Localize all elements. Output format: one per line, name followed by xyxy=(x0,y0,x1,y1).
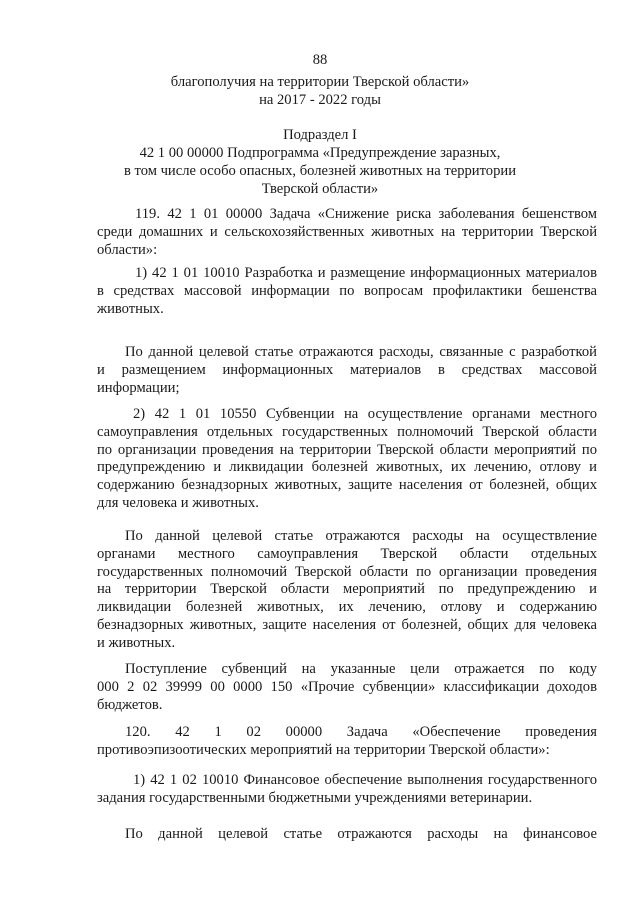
paragraph xyxy=(97,661,597,714)
header-line-1: благополучия на территории Тверской области» xyxy=(170,74,470,90)
paragraph-line: 1) 42 1 02 10010 Финансовое обеспечение выполнения государственного xyxy=(133,772,597,788)
paragraph-line: безнадзорных животных, защите населения от болезней, общих для человека xyxy=(97,616,597,633)
header-line-2: на 2017 - 2022 годы xyxy=(259,92,381,108)
paragraph-line: животных. xyxy=(97,300,164,317)
paragraph-line: бюджетов. xyxy=(97,696,163,713)
subsection-line-1: 42 1 00 00000 Подпрограмма «Предупреждение заразных, xyxy=(139,145,501,161)
paragraph-line: По данной целевой статье отражаются расходы на финансовое xyxy=(125,826,597,842)
paragraph xyxy=(97,406,597,513)
paragraph-line: органами местного самоуправления Тверской области отдельных xyxy=(97,545,597,562)
paragraph-line: в средствах массовой информации по вопросам профилактики бешенства xyxy=(97,282,597,299)
paragraph-line: области»: xyxy=(97,241,158,258)
subsection-line-2: в том числе особо опасных, болезней животных на территории xyxy=(123,163,517,179)
paragraph-line: на территории Тверской области мероприятий по предупреждению и xyxy=(97,581,597,598)
paragraph-line: 000 2 02 39999 00 0000 150 «Прочие субвенции» классификации доходов xyxy=(97,678,597,695)
paragraph-line: по организации проведения на территории Тверской области мероприятий по xyxy=(97,441,597,458)
paragraph xyxy=(97,528,597,653)
paragraph-line: государственных полномочий Тверской области по организации проведения xyxy=(97,563,597,580)
paragraph-line: 119. 42 1 01 00000 Задача «Снижение риска заболевания бешенством xyxy=(135,206,597,222)
page-number: 88 xyxy=(312,52,328,68)
paragraph xyxy=(97,724,597,760)
paragraph-line: среди домашних и сельскохозяйственных животных на территории Тверской xyxy=(97,223,597,240)
paragraph xyxy=(97,344,597,397)
paragraph-line: предупреждению и ликвидации болезней животных, их лечению, отлову и xyxy=(97,459,597,476)
paragraph xyxy=(97,772,597,808)
paragraph-line: По данной целевой статье отражаются расходы на осуществление xyxy=(125,528,597,544)
subsection-line-3: Тверской области» xyxy=(261,181,379,197)
paragraph-line: и животных. xyxy=(97,634,176,651)
paragraph xyxy=(97,826,597,844)
paragraph xyxy=(97,265,597,318)
subsection-title: Подраздел I xyxy=(283,127,357,143)
paragraph-line: 1) 42 1 01 10010 Разработка и размещение информационных материалов xyxy=(135,265,597,281)
paragraph-line: 2) 42 1 01 10550 Субвенции на осуществление органами местного xyxy=(133,406,597,422)
paragraph-line: Поступление субвенций на указанные цели отражается по коду xyxy=(125,661,597,677)
paragraph xyxy=(97,206,597,259)
paragraph-line: самоуправления отдельных государственных полномочий Тверской области xyxy=(97,423,597,440)
paragraph-line: ликвидации болезней животных, их лечению, отлову и содержанию xyxy=(97,599,597,616)
paragraph-line: противоэпизоотических мероприятий на территории Тверской области»: xyxy=(97,741,550,758)
paragraph-line: задания государственными бюджетными учреждениями ветеринарии. xyxy=(97,789,533,806)
paragraph-line: 120. 42 1 02 00000 Задача «Обеспечение проведения xyxy=(125,724,597,740)
paragraph-line: По данной целевой статье отражаются расходы, связанные с разработкой xyxy=(125,344,597,360)
paragraph-line: и размещением информационных материалов в средствах массовой xyxy=(97,361,597,378)
paragraph-line: для человека и животных. xyxy=(97,494,259,511)
paragraph-line: содержанию безнадзорных животных, защите населения от болезней, общих xyxy=(97,477,597,494)
paragraph-line: информации; xyxy=(97,379,180,396)
